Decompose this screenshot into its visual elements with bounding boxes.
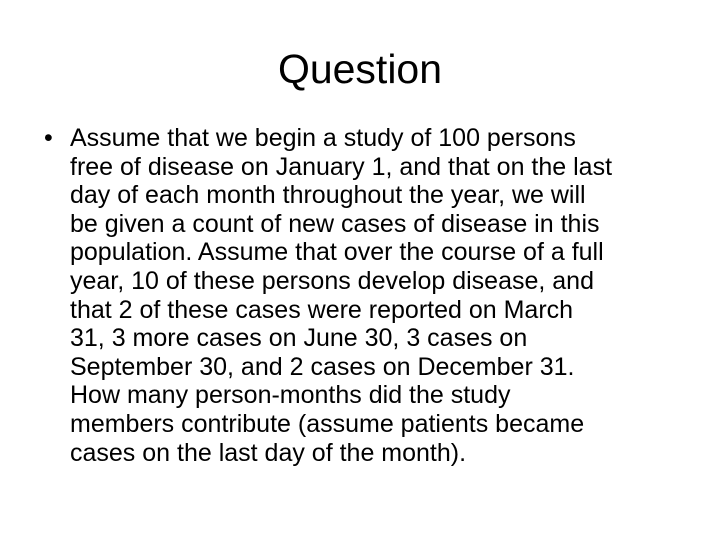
bullet-list [44,124,694,467]
bullet-text-line: members contribute (assume patients became [70,409,585,438]
bullet-text-line: be given a count of new cases of disease in this [70,209,600,238]
bullet-text-line: Assume that we begin a study of 100 persons [70,124,576,152]
bullet-text-line: free of disease on January 1, and that on the last [70,152,613,181]
bullet-text-line: How many person-months did the study [70,381,511,410]
slide-title: Question [277,46,443,92]
bullet-text-line: September 30, and 2 cases on December 31. [70,352,575,381]
bullet-text-line: year, 10 of these persons develop disease, and [70,266,594,295]
bullet-text-line: that 2 of these cases were reported on March [70,295,574,324]
bullet-item [44,124,694,467]
bullet-text-line: cases on the last day of the month). [70,438,467,467]
bullet-text-line: day of each month throughout the year, we will [70,181,586,210]
bullet-marker: • [44,124,53,152]
bullet-text-line: 31, 3 more cases on June 30, 3 cases on [70,324,528,353]
bullet-text-line: population. Assume that over the course of a full [70,238,604,267]
